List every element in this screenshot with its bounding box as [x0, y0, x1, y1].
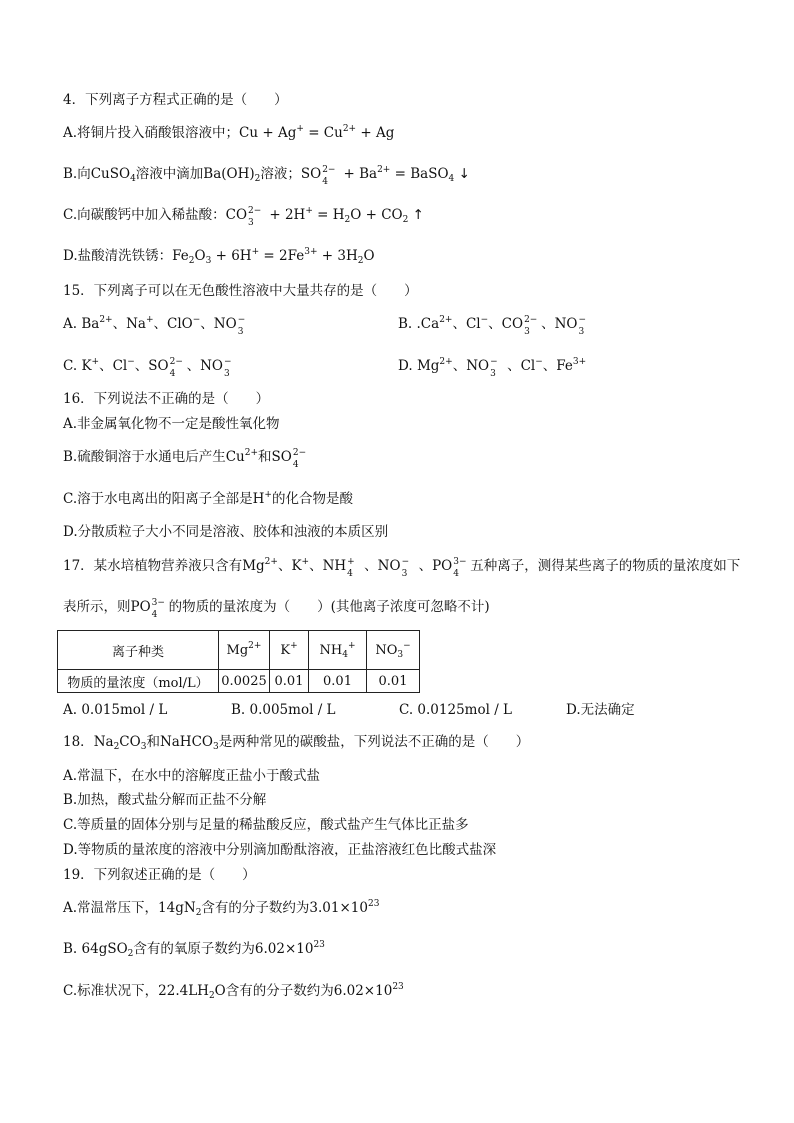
table-header-mg: $Mg^{2+}$: [219, 631, 270, 670]
table-header-nh4: $NH_4^+$: [309, 631, 367, 670]
q4-option-b: B.向CuSO$_4$溶液中滴加$Ba(OH)_2$溶液；SO 2− 4 + $Ba^{2+}$ = BaSO$_4$ ↓: [63, 164, 470, 187]
q15-option-b: B. $.Ca^{2+}$、Cl−、CO 2− 3 、NO − 3: [398, 314, 587, 337]
q17-stem-line2: 表所示，则PO 3− 4 的物质的量浓度为（ ）(其他离子浓度可忽略不计): [63, 597, 490, 620]
q19-stem: 19．下列叙述正确的是（ ）: [63, 867, 256, 883]
q4-option-d: D.盐酸清洗铁锈：$Fe_2O_3 + 6H^+ = 2Fe^{3+} + 3H_2O$: [63, 247, 375, 266]
table-cell-mg: 0.0025: [219, 670, 270, 693]
q15-option-c: C. K+、Cl−、SO 2− 4 、NO − 3: [63, 356, 232, 379]
q19-option-c: C.标准状况下，$22.4LH_2O$含有的分子数约为$6.02\times 10^{23}$: [63, 982, 404, 1001]
gas-arrow-icon: ↑: [412, 207, 424, 223]
q16-option-b: B.硫酸铜溶于水通电后产生$Cu^{2+}$和SO 2− 4: [63, 447, 307, 470]
table-header-no3: $NO_3^-$: [367, 631, 420, 670]
table-cell-nh4: 0.01: [309, 670, 367, 693]
q16-option-c: C.溶于水电离出的阳离子全部是H+的化合物是酸: [63, 490, 353, 507]
q18-option-c: C.等质量的固体分别与足量的稀盐酸反应，酸式盐产生气体比正盐多: [63, 817, 469, 833]
q18-option-b: B.加热，酸式盐分解而正盐不分解: [63, 792, 267, 808]
q16-stem: 16．下列说法不正确的是（ ）: [63, 391, 270, 407]
q19-option-a: A.常温常压下，$14gN_2$含有的分子数约为$3.01\times 10^{23}$: [63, 899, 380, 918]
q15-stem: 15．下列离子可以在无色酸性溶液中大量共存的是（ ）: [63, 283, 418, 299]
q15-option-a: A. $Ba^{2+}$、Na+、ClO−、NO − 3: [63, 314, 246, 337]
q18-option-d: D.等物质的量浓度的溶液中分别滴加酚酞溶液，正盐溶液红色比酸式盐深: [63, 842, 497, 858]
precipitate-arrow-icon: ↓: [458, 166, 470, 182]
table-cell-k: 0.01: [270, 670, 309, 693]
table-header-ion-type: 离子种类: [58, 631, 219, 670]
q17-option-d: D.无法确定: [566, 702, 635, 718]
q17-option-b: B. 0.005mol / L: [231, 702, 336, 718]
q16-option-a: A.非金属氧化物不一定是酸性氧化物: [63, 416, 280, 432]
q18-stem: 18．$Na_2CO_3$和NaHCO$_3$是两种常见的碳酸盐，下列说法不正确的是（ ）: [63, 734, 530, 752]
table-row-label: 物质的量浓度（mol/L）: [58, 670, 219, 693]
q17-stem-line1: 17．某水培植物营养液只含有$Mg^{2+}$、K+、NH + 4 、NO − 3 、PO 3− 4 五种离子，测得某些离子的物质的量浓度如下: [63, 556, 741, 579]
table-cell-no3: 0.01: [367, 670, 420, 693]
q18-option-a: A.常温下，在水中的溶解度正盐小于酸式盐: [63, 768, 321, 784]
q4-option-a: A.将铜片投入硝酸银溶液中；$Cu + Ag^+ = Cu^{2+} + Ag$: [63, 124, 395, 141]
q19-option-b: B. 64gSO$_2$含有的氧原子数约为$6.02\times 10^{23}$: [63, 940, 325, 959]
q4-option-c: C.向碳酸钙中加入稀盐酸：CO 2− 3 + $2H^+ = H_2O + CO_2$ ↑: [63, 205, 424, 228]
q17-option-c: C. 0.0125mol / L: [399, 702, 513, 718]
table-header-k: K+: [270, 631, 309, 670]
q15-option-d: D. $Mg^{2+}$、NO − 3 、Cl−、$Fe^{3+}$: [398, 356, 587, 379]
q17-option-a: A. 0.015mol / L: [63, 702, 168, 718]
q16-option-d: D.分散质粒子大小不同是溶液、胶体和浊液的本质区别: [63, 524, 389, 540]
ion-concentration-table: [57, 630, 420, 693]
q4-stem: 4．下列离子方程式正确的是（ ）: [63, 92, 288, 108]
